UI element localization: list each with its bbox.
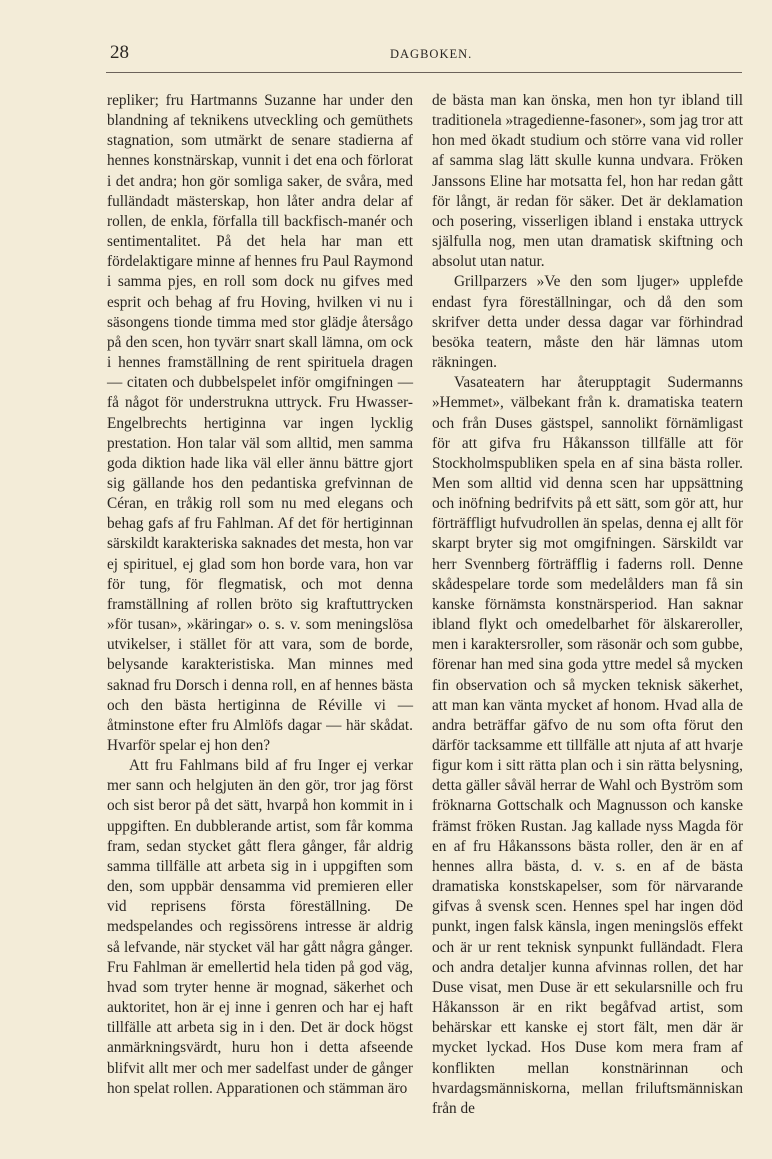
paragraph: Grillparzers »Ve den som ljuger» upplefde endast fyra föreställningar, och då den som skrifver detta under dessa dagar var förhindrad besöka teatern, måste den här lämnas utom räkningen. (432, 273, 743, 372)
paragraph: repliker; fru Hartmanns Suzanne har under den blandning af teknikens utveckling och gemüthets stagnation, som utmärkt de senare stadierna af hennes konstnärskap, vunnit i det ena och förlorat i det andra; hon gör somliga saker, de svåra, med fulländadt mästerskap, hon låter andra delar af rollen, de enkla, förfalla till backfisch-manér och sentimentalitet. På det hela har man ett fördelaktigare minne af hennes fru Paul Raymond i samma pjes, en roll som dock nu gifves med esprit och behag af fru Hoving, hvilken vi nu i säsongens tionde timma med stor glädje återsågo på den scen, hon tyvärr snart skall lämna, om ock i hennes framställning de rent spirituela dragen — citaten och dubbelspelet inför omgifningen — få något för understrukna uttryck. Fru Hwasser-Engelbrechts hertiginna var ingen lycklig prestation. Hon talar väl som alltid, men samma goda diktion hade lika väl eller ännu bättre gjort sig gällande hos den pedantiska grefvinnan de Céran, en tråkig roll som nu med elegans och behag gafs af fru Fahlman. Af det för hertiginnan särskildt karakteriska saknades det mesta, hon var ej spirituel, ej glad som hon borde vara, hon var för tung, för flegmatisk, och mot denna framställning af rollen bröto sig kraftuttrycken »för tusan», »käringar» o. s. v. som meningslösa utvikelser, i stället för att vara, som de borde, belysande karakteristiska. Man minnes med saknad fru Dorsch i denna roll, en af hennes bästa och den bästa hertiginna de Réville vi — åtminstone efter fru Almlöfs dagar — här skådat. Hvarför spelar ej hon den? (107, 92, 413, 754)
page-number: 28 (110, 42, 129, 63)
right-column (432, 91, 743, 1119)
paragraph: Vasateatern har återupptagit Sudermanns »Hemmet», välbekant från k. dramatiska teatern och från Duses gästspel, sannolikt förnämligast för att gifva fru Håkansson tillfälle att för Stockholmspubliken spela en af sina bästa roller. Men som alltid vid denna scen har uppsättning och inöfning bedrifvits på ett sätt, som gör att, hur förträffligt hufvudrollen än spelas, denna ej allt för skarpt bryter sig mot omgifningen. Särskildt var herr Svennberg förträfflig i faderns roll. Denne skådespelare torde som medelålders man få sin kanske förnämsta konstnärsperiod. Han saknar ibland flykt och omedelbarhet för älskareroller, men i karaktersroller, som räsonär och som gubbe, förenar han med sina goda yttre medel så mycken fin observation och så mycken teknisk säkerhet, att man kan vänta mycket af honom. Hvad alla de andra beträffar gäfvo de nu som ofta förut den därför tacksamme ett tillfälle att njuta af att hvarje figur kom i sitt rätta plan och i sin rätta belysning, detta gäller såväl herrar de Wahl och Byström som fröknarna Gottschalk och Magnusson och kanske främst fröken Rustan. Jag kallade nyss Magda för en af fru Håkanssons bästa roller, den är en af hennes allra bästa, d. v. s. en af de bästa dramatiska konstskapelser, som för närvarande gifvas å svensk scen. Hennes spel har ingen död punkt, ingen falsk känsla, ingen meningslös effekt och är ur rent teknisk synpunkt fulländadt. Flera och andra detaljer kunna afvinnas rollen, det har Duse visat, men Duse är ett sekularsnille och fru Håkansson är en rikt begåfvad artist, som behärskar ett kanske ej stort fält, men där är mycket lyckad. Hos Duse kom mera fram af konflikten mellan konstnärinnan och hvardagsmänniskorna, mellan friluftsmänniskan från de (432, 374, 743, 1117)
paragraph: de bästa man kan önska, men hon tyr ibland till traditionela »tragedienne-fasoner», som jag tror att hon med ökadt studium och större vana vid roller af samma slag lätt skulle kunna undvara. Fröken Janssons Eline har motsatta fel, hon har redan gått för långt, är redan för säker. Det är deklamation och posering, visserligen ibland i enstaka uttryck själfulla nog, men utan dramatisk skiftning och absolut utan natur. (432, 92, 743, 271)
header-rule (106, 72, 742, 73)
running-title: DAGBOKEN. (390, 47, 473, 61)
left-column (107, 91, 413, 1099)
paragraph: Att fru Fahlmans bild af fru Inger ej verkar mer sann och helgjuten än den gör, tror jag först och sist beror på det sätt, hvarpå hon kommit in i uppgiften. En dubblerande artist, som får komma fram, sedan stycket gått flera gånger, får aldrig samma tillfälle att arbeta sig in i uppgiften som den, som uppbär densamma vid premieren eller vid reprisens första föreställning. De medspelandes och regissörens intresse är aldrig så lefvande, när stycket väl har gått några gånger. Fru Fahlman är emellertid hela tiden på god väg, hvad som tryter henne är mognad, säkerhet och auktoritet, hon är ej inne i genren och har ej haft tillfälle att arbeta sig in i den. Det är dock högst anmärkningsvärdt, huru hon i detta afseende blifvit allt mer och mer sadelfast under de gånger hon spelat rollen. Apparationen och stämman äro (107, 757, 413, 1097)
